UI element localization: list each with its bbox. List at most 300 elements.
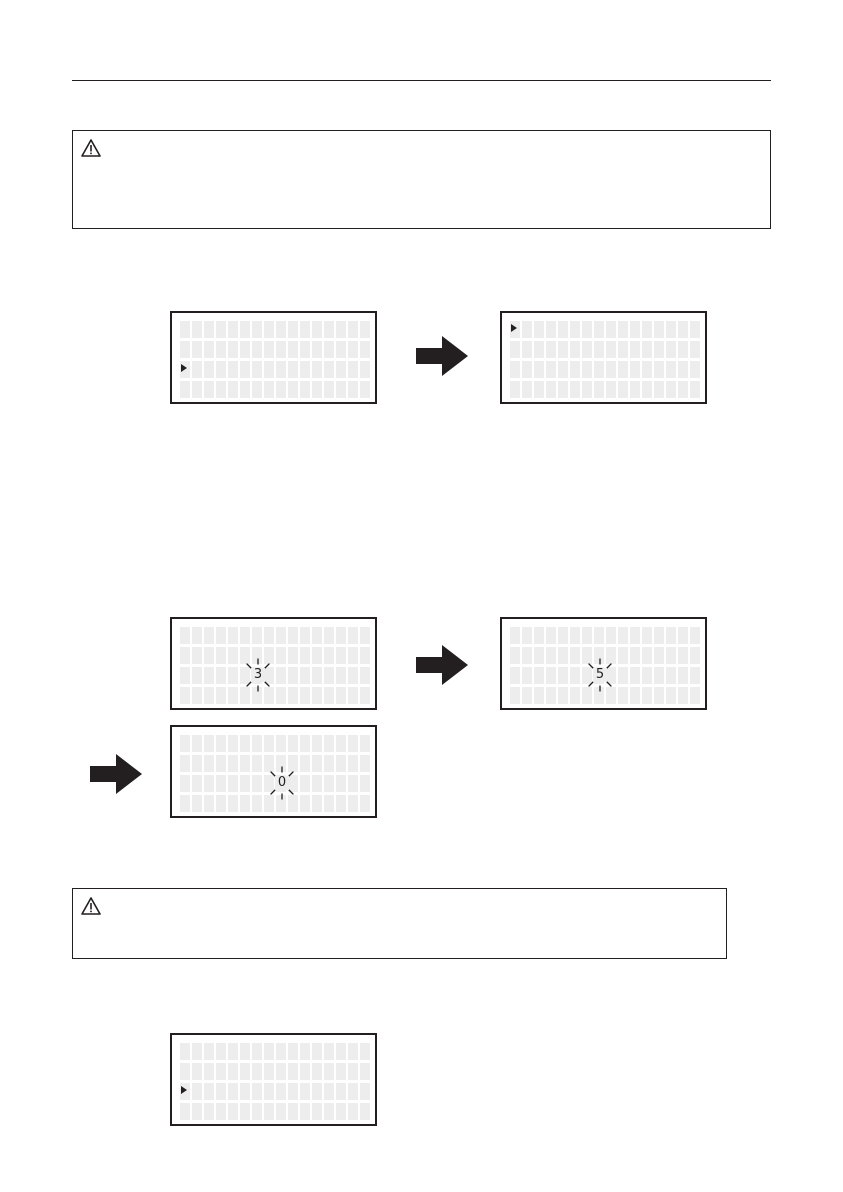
lcd-cell <box>288 647 298 664</box>
lcd-cell <box>594 627 604 644</box>
lcd-cell <box>642 381 652 398</box>
header-rule <box>72 80 771 81</box>
lcd-cell <box>312 627 322 644</box>
lcd-cell <box>312 735 322 752</box>
lcd-cell <box>642 361 652 378</box>
lcd-cell <box>546 667 556 684</box>
lcd-cell <box>276 341 286 358</box>
lcd-cell <box>360 321 370 338</box>
lcd-cell <box>216 361 226 378</box>
lcd-cell <box>276 1103 286 1120</box>
lcd-cell <box>228 381 238 398</box>
lcd-cell <box>336 667 346 684</box>
lcd-cell <box>204 361 214 378</box>
lcd-cell <box>348 687 358 704</box>
lcd-cell <box>312 381 322 398</box>
lcd-cell <box>264 735 274 752</box>
lcd-cell <box>192 1103 202 1120</box>
lcd-cell <box>276 647 286 664</box>
lcd-cell <box>618 687 628 704</box>
lcd-cell <box>360 1083 370 1100</box>
lcd-cell <box>288 1103 298 1120</box>
lcd-cell <box>240 381 250 398</box>
lcd-cell <box>348 1083 358 1100</box>
lcd-cell <box>192 1083 202 1100</box>
lcd-cell <box>630 361 640 378</box>
lcd-cell <box>312 795 322 812</box>
lcd-cell <box>534 381 544 398</box>
lcd-cell <box>336 321 346 338</box>
lcd-cell <box>558 381 568 398</box>
lcd-cell <box>642 667 652 684</box>
lcd-cell <box>630 667 640 684</box>
lcd-cell <box>312 775 322 792</box>
lcd-cell <box>216 795 226 812</box>
warning-triangle-icon <box>81 897 101 915</box>
lcd-cell <box>204 1063 214 1080</box>
lcd-screen-cursor-row-1 <box>500 311 707 404</box>
lcd-cell <box>510 361 520 378</box>
lcd-cell <box>606 627 616 644</box>
lcd-cell <box>300 1083 310 1100</box>
lcd-cell <box>204 795 214 812</box>
lcd-cell <box>300 687 310 704</box>
lcd-cell <box>264 1043 274 1060</box>
lcd-cell <box>252 755 262 772</box>
lcd-cell <box>180 627 190 644</box>
lcd-cell <box>324 1043 334 1060</box>
lcd-cell <box>180 647 190 664</box>
lcd-cell <box>642 687 652 704</box>
lcd-cell <box>666 341 676 358</box>
lcd-cell <box>558 667 568 684</box>
lcd-cell <box>570 687 580 704</box>
lcd-cell <box>216 381 226 398</box>
lcd-cell <box>654 321 664 338</box>
lcd-cell <box>336 647 346 664</box>
lcd-cell <box>276 361 286 378</box>
lcd-cell <box>570 667 580 684</box>
lcd-cell <box>180 1043 190 1060</box>
lcd-cell <box>288 735 298 752</box>
lcd-cell <box>570 381 580 398</box>
lcd-cell <box>690 321 700 338</box>
lcd-cell <box>276 381 286 398</box>
lcd-cell <box>690 647 700 664</box>
lcd-cell <box>264 627 274 644</box>
lcd-cell <box>642 341 652 358</box>
lcd-cell <box>618 647 628 664</box>
lcd-cell <box>264 321 274 338</box>
lcd-cell <box>216 1043 226 1060</box>
lcd-cell <box>360 381 370 398</box>
cursor-marker-icon <box>511 324 517 332</box>
lcd-cell <box>666 667 676 684</box>
lcd-cell <box>360 361 370 378</box>
lcd-cell <box>204 667 214 684</box>
lcd-cell <box>558 687 568 704</box>
lcd-cell <box>240 1083 250 1100</box>
lcd-cell <box>594 381 604 398</box>
lcd-cell <box>240 321 250 338</box>
lcd-cell <box>300 381 310 398</box>
lcd-cell <box>180 341 190 358</box>
lcd-cell <box>192 627 202 644</box>
lcd-cell <box>690 361 700 378</box>
lcd-cell <box>570 627 580 644</box>
lcd-cell <box>228 775 238 792</box>
lcd-cell <box>618 321 628 338</box>
lcd-cell <box>630 381 640 398</box>
lcd-cell <box>360 1043 370 1060</box>
lcd-cell <box>348 341 358 358</box>
lcd-cell <box>276 1083 286 1100</box>
lcd-cell <box>594 321 604 338</box>
lcd-cell <box>180 775 190 792</box>
lcd-cell <box>360 795 370 812</box>
blinking-digit: 0 <box>275 776 289 790</box>
lcd-cell <box>324 775 334 792</box>
lcd-cell <box>300 667 310 684</box>
lcd-cell <box>348 627 358 644</box>
lcd-cell <box>228 341 238 358</box>
lcd-cell <box>522 381 532 398</box>
lcd-cell <box>360 735 370 752</box>
lcd-cell <box>264 361 274 378</box>
warning-triangle-icon <box>81 139 101 157</box>
lcd-cell <box>324 627 334 644</box>
lcd-cell <box>264 1063 274 1080</box>
lcd-cell <box>348 647 358 664</box>
lcd-cell <box>240 795 250 812</box>
lcd-cell <box>240 627 250 644</box>
lcd-cell <box>192 735 202 752</box>
lcd-cell <box>606 321 616 338</box>
lcd-cell <box>300 627 310 644</box>
lcd-cell <box>300 1103 310 1120</box>
lcd-cell <box>582 361 592 378</box>
lcd-cell <box>312 1043 322 1060</box>
lcd-cell <box>192 667 202 684</box>
lcd-cell <box>558 647 568 664</box>
lcd-cell <box>348 1043 358 1060</box>
lcd-cell <box>606 361 616 378</box>
lcd-cell <box>288 1043 298 1060</box>
lcd-cell <box>192 1043 202 1060</box>
lcd-cell <box>510 687 520 704</box>
lcd-cell <box>678 361 688 378</box>
lcd-cell <box>300 755 310 772</box>
lcd-cell <box>228 687 238 704</box>
lcd-cell <box>510 341 520 358</box>
lcd-cell <box>558 627 568 644</box>
lcd-cell <box>300 795 310 812</box>
lcd-cell <box>642 321 652 338</box>
lcd-cell <box>666 381 676 398</box>
lcd-cell <box>252 795 262 812</box>
lcd-cell <box>192 687 202 704</box>
lcd-cell <box>570 321 580 338</box>
lcd-cell <box>642 647 652 664</box>
lcd-cell <box>630 687 640 704</box>
lcd-cell <box>228 1103 238 1120</box>
lcd-cell <box>546 341 556 358</box>
lcd-cell <box>336 775 346 792</box>
lcd-cell <box>240 1043 250 1060</box>
lcd-cell <box>276 735 286 752</box>
lcd-cell <box>360 1063 370 1080</box>
lcd-cell <box>312 755 322 772</box>
lcd-cell <box>264 381 274 398</box>
lcd-cell <box>606 381 616 398</box>
lcd-cell <box>654 687 664 704</box>
lcd-cell <box>336 381 346 398</box>
lcd-cell <box>192 361 202 378</box>
lcd-cell <box>192 341 202 358</box>
lcd-cell <box>252 1043 262 1060</box>
lcd-cell <box>522 687 532 704</box>
lcd-cell <box>690 341 700 358</box>
lcd-cell <box>324 687 334 704</box>
lcd-cell <box>192 1063 202 1080</box>
lcd-cell <box>240 341 250 358</box>
lcd-cell <box>582 321 592 338</box>
lcd-cell <box>288 1083 298 1100</box>
lcd-cell <box>546 627 556 644</box>
lcd-screen-digit-0 <box>170 725 377 818</box>
lcd-cell <box>300 361 310 378</box>
lcd-cell <box>312 361 322 378</box>
lcd-cell <box>204 647 214 664</box>
lcd-cell <box>678 647 688 664</box>
lcd-cell <box>252 381 262 398</box>
lcd-cell <box>288 361 298 378</box>
lcd-cell <box>630 321 640 338</box>
lcd-cell <box>618 381 628 398</box>
lcd-cell <box>618 627 628 644</box>
lcd-cell <box>570 361 580 378</box>
lcd-cell <box>264 1083 274 1100</box>
lcd-cell <box>228 1043 238 1060</box>
lcd-cell <box>522 627 532 644</box>
lcd-cell <box>546 381 556 398</box>
right-arrow-icon <box>416 336 468 376</box>
lcd-cell <box>204 1043 214 1060</box>
lcd-cell <box>582 627 592 644</box>
lcd-cell <box>180 667 190 684</box>
lcd-cell <box>510 667 520 684</box>
lcd-cell <box>300 735 310 752</box>
lcd-cell <box>324 755 334 772</box>
lcd-cell <box>666 627 676 644</box>
lcd-cell <box>522 361 532 378</box>
lcd-cell <box>522 321 532 338</box>
right-arrow-icon <box>416 645 468 685</box>
lcd-cell <box>252 361 262 378</box>
lcd-cell <box>582 381 592 398</box>
lcd-cell <box>252 341 262 358</box>
lcd-cell <box>216 687 226 704</box>
lcd-cell <box>324 361 334 378</box>
lcd-cell <box>522 341 532 358</box>
blinking-digit: 3 <box>251 668 265 682</box>
lcd-cell <box>348 667 358 684</box>
lcd-cell <box>252 1083 262 1100</box>
lcd-cell <box>240 735 250 752</box>
lcd-cell <box>192 381 202 398</box>
lcd-cell <box>204 1083 214 1100</box>
lcd-cell <box>264 1103 274 1120</box>
lcd-cell <box>180 1103 190 1120</box>
lcd-cell <box>216 627 226 644</box>
lcd-cell <box>192 321 202 338</box>
lcd-cell <box>312 647 322 664</box>
lcd-screen-digit-3 <box>170 617 377 710</box>
lcd-cell <box>288 667 298 684</box>
lcd-cell <box>324 321 334 338</box>
lcd-cell <box>288 341 298 358</box>
lcd-cell <box>360 775 370 792</box>
lcd-cell <box>666 687 676 704</box>
lcd-cell <box>348 381 358 398</box>
lcd-cell <box>204 775 214 792</box>
lcd-cell <box>336 1083 346 1100</box>
lcd-cell <box>654 341 664 358</box>
lcd-cell <box>240 755 250 772</box>
lcd-cell <box>180 755 190 772</box>
lcd-cell <box>240 1103 250 1120</box>
cursor-marker-icon <box>181 364 187 372</box>
lcd-cell <box>630 627 640 644</box>
lcd-cell <box>180 1063 190 1080</box>
lcd-cell <box>534 667 544 684</box>
lcd-cell <box>642 627 652 644</box>
lcd-cell <box>336 1103 346 1120</box>
lcd-cell <box>348 755 358 772</box>
lcd-cell <box>300 647 310 664</box>
lcd-cell <box>582 341 592 358</box>
lcd-cell <box>216 1103 226 1120</box>
lcd-cell <box>228 755 238 772</box>
warning-box-2 <box>72 888 727 959</box>
lcd-cell <box>348 1103 358 1120</box>
lcd-cell <box>228 667 238 684</box>
lcd-cell <box>300 775 310 792</box>
lcd-cell <box>678 321 688 338</box>
lcd-cell <box>534 341 544 358</box>
lcd-cell <box>666 361 676 378</box>
lcd-cell <box>546 361 556 378</box>
lcd-cell <box>288 1063 298 1080</box>
lcd-cell <box>570 647 580 664</box>
lcd-cell <box>324 667 334 684</box>
lcd-cell <box>288 381 298 398</box>
lcd-cell <box>324 1063 334 1080</box>
lcd-cell <box>252 321 262 338</box>
lcd-cell <box>204 755 214 772</box>
lcd-cell <box>276 627 286 644</box>
lcd-cell <box>228 361 238 378</box>
lcd-cell <box>180 687 190 704</box>
lcd-cell <box>240 775 250 792</box>
lcd-cell <box>690 687 700 704</box>
lcd-cell <box>324 795 334 812</box>
lcd-cell <box>252 1103 262 1120</box>
lcd-cell <box>252 627 262 644</box>
lcd-cell <box>678 341 688 358</box>
lcd-cell <box>276 667 286 684</box>
lcd-cell <box>216 341 226 358</box>
lcd-cell <box>360 755 370 772</box>
lcd-character-grid <box>180 1043 370 1120</box>
lcd-cell <box>204 341 214 358</box>
lcd-cell <box>510 381 520 398</box>
lcd-cell <box>300 341 310 358</box>
lcd-cell <box>192 755 202 772</box>
lcd-cell <box>228 1063 238 1080</box>
lcd-cell <box>678 381 688 398</box>
lcd-cell <box>336 361 346 378</box>
lcd-cell <box>312 321 322 338</box>
lcd-cell <box>312 667 322 684</box>
lcd-cell <box>654 667 664 684</box>
lcd-cell <box>204 321 214 338</box>
lcd-cell <box>360 627 370 644</box>
lcd-character-grid <box>510 321 700 398</box>
lcd-cell <box>216 755 226 772</box>
lcd-cell <box>654 627 664 644</box>
lcd-cell <box>510 627 520 644</box>
lcd-cell <box>522 647 532 664</box>
lcd-cell <box>324 735 334 752</box>
lcd-cell <box>276 321 286 338</box>
lcd-cell <box>510 647 520 664</box>
lcd-cell <box>228 627 238 644</box>
lcd-cell <box>228 647 238 664</box>
lcd-cell <box>252 735 262 752</box>
lcd-screen-digit-5 <box>500 617 707 710</box>
lcd-cell <box>288 627 298 644</box>
lcd-cell <box>606 341 616 358</box>
lcd-cell <box>180 321 190 338</box>
lcd-cell <box>594 361 604 378</box>
lcd-cell <box>558 321 568 338</box>
lcd-cell <box>618 361 628 378</box>
lcd-cell <box>336 735 346 752</box>
lcd-cell <box>348 361 358 378</box>
lcd-cell <box>570 341 580 358</box>
warning-box-1 <box>72 130 771 229</box>
lcd-cell <box>534 321 544 338</box>
lcd-cell <box>336 687 346 704</box>
lcd-cell <box>522 667 532 684</box>
lcd-cell <box>546 647 556 664</box>
lcd-cell <box>360 687 370 704</box>
lcd-cell <box>336 1063 346 1080</box>
lcd-cell <box>312 1103 322 1120</box>
lcd-cell <box>192 795 202 812</box>
cursor-marker-icon <box>181 1086 187 1094</box>
lcd-cell <box>348 735 358 752</box>
lcd-cell <box>216 775 226 792</box>
lcd-cell <box>180 735 190 752</box>
lcd-cell <box>348 321 358 338</box>
lcd-cell <box>546 321 556 338</box>
lcd-cell <box>252 775 262 792</box>
lcd-cell <box>312 341 322 358</box>
lcd-cell <box>534 687 544 704</box>
lcd-cell <box>678 667 688 684</box>
